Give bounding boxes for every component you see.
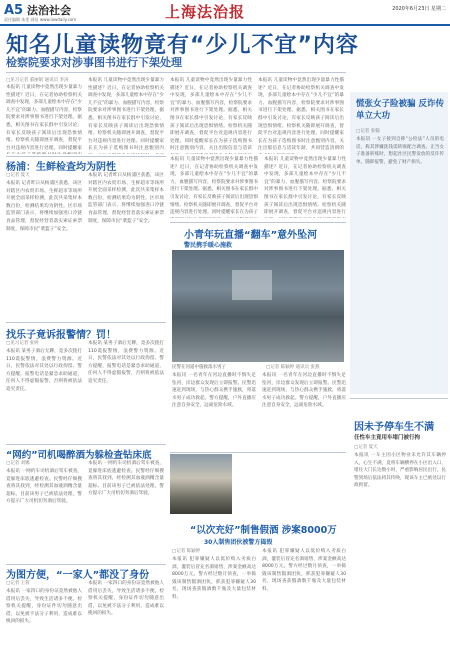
feature-body: 本报讯 一名青年在河边直播时不慎失足坠河，岸边群众发现后立即报警。民警迅速赶到现场，与热心群众携手施救，将落水男子成功救起。警方提醒，户外直播应注意自身安全，远离危险水域。 [262, 373, 346, 409]
story-body: 本报讯 犯罪嫌疑人以低价购入劣质白酒，灌装后冒充名酒销售，涉案金额高达8000万元。警方经过数月侦查，一举捣毁该制售假酒团伙，抓获犯罪嫌疑人30名，现场查获假酒数千瓶及大量包装材料。 [172, 557, 256, 600]
story-body: 本报讯 记者昨日从杨浦区获悉，该区对辖区内农贸市场、生鲜超市等场所开展全面采样检测，此次共采集样本数百份，检测结果均为阴性。区市场监管部门表示，将继续加强进口冷链食品管理，督促经营者落实索证索票制度，保障市民“菜篮子”安全。 [6, 181, 82, 232]
lead-body-col-2: 本报讯 儿童读物中竟然出现少量暴力性描述？近日，在记者协助检察机关调查中发现，多部儿童绘本中存在“少儿不宜”的暴力、血腥描写内容，检察院要求对涉事图书进行下架处理。据悉，相关图书在家长群中引发讨论，有家长反映孩子阅读后出现恐惧情绪。检察机关随即展开调查，督促平台对违规内容进行处理。同时提醒家长在为孩子选购图书时注意甄别内 [88, 78, 164, 152]
story-body: 本报讯 记者昨日从杨浦区获悉，该区对辖区内农贸市场、生鲜超市等场所开展全面采样检测，此次共采集样本数百份，检测结果均为阴性。区市场监管部门表示，将继续加强进口冷链食品管理，督促经营者落实索证索票制度，保障市民“菜篮子”安全。 [88, 173, 164, 224]
story-byline: □记者 夏天 [354, 445, 378, 450]
lead-byline: □见习记者 董丽娟 通讯员 李涛 [6, 78, 69, 83]
lead-body-continued: 本报讯 儿童读物中竟然出现少量暴力性描述？近日，在记者协助检察机关调查中发现，多部儿童绘本中存在“少儿不宜”的暴力、血腥描写内容，检察院要求对涉事图书进行下架处理。据悉，相关图书在家长群中引发讨论，有家长反映孩子阅读后出现恐惧情绪。检察机关随即展开调查，督促平台对违规内容进行处理。同时提醒家长在为孩子 [170, 157, 258, 216]
photo-caption: 民警在河道中施救落水男子 [172, 365, 226, 370]
lead-body-col-3: 本报讯 儿童读物中竟然出现少量暴力性描述？近日，在记者协助检察机关调查中发现，多部儿童绘本中存在“少儿不宜”的暴力、血腥描写内容，检察院要求对涉事图书进行下架处理。据悉，相关图书在家长群中引发讨论，有家长反映孩子阅读后出现恐惧情绪。检察机关随即展开调查，督促平台对违规内容进行处理。同时提醒家长在为孩子选购图书时注意甄别内容，关注出版信息与适读 [170, 78, 252, 152]
lead-rule [6, 72, 346, 73]
story-subtitle-car-block: 任性车主竟用车堵门被行拘 [354, 435, 421, 441]
masthead-logo: 上海法治报 [165, 3, 246, 21]
divider [6, 564, 166, 565]
story-byline: □见习记者 张婷 [6, 341, 39, 346]
divider [6, 322, 166, 323]
issue-date: 2020年6月23日 星期二 [392, 6, 446, 12]
story-body: 本报讯 一网约车司机酒后驾车被查，竟躲进床底逃避检查。民警经仔细搜查将其找到，经检测其血液酒精含量超标。目前该男子已被依法处理，警方提示广大司机切勿酒后驾驶。 [88, 461, 164, 497]
story-body: 本报讯 一网约车司机酒后驾车被查，竟躲进床底逃避检查。民警经仔细搜查将其找到，经检测其血液酒精含量超标。目前该男子已被依法处理，警方提示广大司机切勿酒后驾驶。 [6, 469, 82, 505]
photo-figure [232, 270, 272, 300]
story-title-car-block: 因未予停车生不满 [354, 422, 434, 433]
feature-title: 小青年玩直播“翻车”意外坠河 [184, 230, 318, 241]
divider [6, 444, 166, 445]
divider [350, 398, 448, 399]
lead-body-continued: 本报讯 儿童读物中竟然出现少量暴力性描述？近日，在记者协助检察机关调查中发现，多部儿童绘本中存在“少儿不宜”的暴力、血腥描写内容，检察院要求对涉事图书进行下架处理。据悉，相关图书在家长群中引发讨论，有家长反映孩子阅读后出现恐惧情绪。检察机关随即展开调查，督促平台对违规内容进行 [264, 157, 346, 216]
lead-body-col-1: 本报讯 儿童读物中竟然出现少量暴力性描述？近日，在记者协助检察机关调查中发现，多部儿童绘本中存在“少儿不宜”的暴力、血腥描写内容，检察院要求对涉事图书进行下架处理。据悉，相关图书在家长群中引发讨论，有家长反映孩子阅读后出现恐惧情绪。检察机关随即展开调查，督促平台对违规内容进行处理。同时提醒家 [6, 85, 82, 151]
story-title-fraud: 慌张女子险被骗 反诈传单立大功 [356, 99, 444, 121]
liquor-photo [170, 454, 232, 514]
divider [170, 452, 346, 453]
story-body: 本报讯 一车主因小区物业未允许其车辆停入，心生不满，竟将车辆横停在小区出入口，堵住大门长达数小时，严重影响居民出行。民警到场后依法将其传唤，现该车主已被处以行政拘留。 [354, 453, 446, 489]
lead-subheadline: 检察院要求对涉事图书进行下架处理 [6, 56, 182, 69]
feature-body: 本报讯 一名青年在河边直播时不慎失足坠河，岸边群众发现后立即报警。民警迅速赶到现场，与热心群众携手施救，将落水男子成功救起。警方提醒，户外直播应注意自身安全，远离危险水域。 [172, 373, 256, 409]
editor-line: 责任编辑 朱雯 网址 www.lawdaily.com [4, 17, 77, 22]
story-byline: □记者 张翰 [356, 129, 380, 134]
story-title-id-cards: 为图方便，“一家人”都没了身份 [6, 570, 150, 581]
section-marker: A5 法治社会 [4, 3, 71, 18]
story-subtitle-fake-liquor: 30人制售团伙被警方捣毁 [204, 539, 273, 546]
story-body: 本报讯 一家四口的身份证竟然被他人借用后丢失，导致生活诸多不便。检察机关提醒，身份证件切勿随意出借，以免被不法分子利用，造成难以挽回的损失。 [88, 581, 164, 617]
feature-subtitle: 警民携手暖心施救 [184, 242, 233, 249]
story-title-false-report: 找乐子竟诉报警情？罚！ [6, 330, 116, 341]
lead-body-col-4: 本报讯 儿童读物中竟然出现少量暴力性描述？近日，在记者协助检察机关调查中发现，多部儿童绘本中存在“少儿不宜”的暴力、血腥描写内容，检察院要求对涉事图书进行下架处理。据悉，相关图书在家长群中引发讨论，有家长反映孩子阅读后出现恐惧情绪。检察机关随即展开调查，督促平台对违规内容进行处理。同时提醒家长在为孩子选购图书时注意甄别内容，关注出版信息与适读年龄，共同营造清朗的 [258, 78, 344, 152]
story-title-drunk-driver: “网约”司机喝醉酒为躲检查钻床底 [6, 450, 152, 461]
story-title-yangpu: 杨浦：生鲜检查均为阴性 [6, 162, 116, 173]
story-byline: □记者 刘娜 [6, 461, 30, 466]
story-body: 本报讯 一家四口的身份证竟然被他人借用后丢失，导致生活诸多不便。检察机关提醒，身份证件切勿随意出借，以免被不法分子利用，造成难以挽回的损失。 [6, 589, 82, 625]
story-byline: □记者 王蓉 [6, 581, 30, 586]
story-byline: □记者 陈颖婷 [172, 549, 201, 554]
rescue-photo [172, 250, 344, 362]
lead-headline: 知名儿童读物竟有“少儿不宜”内容 [6, 33, 359, 58]
story-title-fake-liquor: “以次充好”制售假酒 涉案8000万 [190, 525, 337, 536]
feature-byline: □记者 陈颖婷 通讯员 张燕 [266, 365, 320, 370]
story-body: 本报讯 犯罪嫌疑人以低价购入劣质白酒，灌装后冒充名酒销售，涉案金额高达8000万元。警方经过数月侦查，一举捣毁该制售假酒团伙，抓获犯罪嫌疑人30名，现场查获假酒数千瓶及大量包装材料。 [262, 549, 346, 592]
header-divider [0, 24, 450, 26]
story-body: 本报讯 某男子酒后无聊，竟多次拨打110谎报警情，浪费警力资源。近日，民警依法对其处以行政拘留。警方提醒，报警电话是紧急求助通道，任何人不得虚假报警，否则将被依法追究责任。 [88, 341, 164, 384]
story-body: 本报讯 一女子接到自称“公检法”人员的电话，称其涉嫌洗钱需转账配合调查。正当女子准备转账时，想起社区民警发放的反诈传单，随即报警，避免了财产损失。 [356, 137, 444, 165]
story-body: 本报讯 某男子酒后无聊，竟多次拨打110谎报警情，浪费警力资源。近日，民警依法对其处以行政拘留。警方提醒，报警电话是紧急求助通道，任何人不得虚假报警，否则将被依法追究责任。 [6, 349, 82, 392]
divider [170, 222, 346, 223]
divider [6, 156, 166, 157]
story-byline: □记者 夏天 [6, 173, 30, 178]
